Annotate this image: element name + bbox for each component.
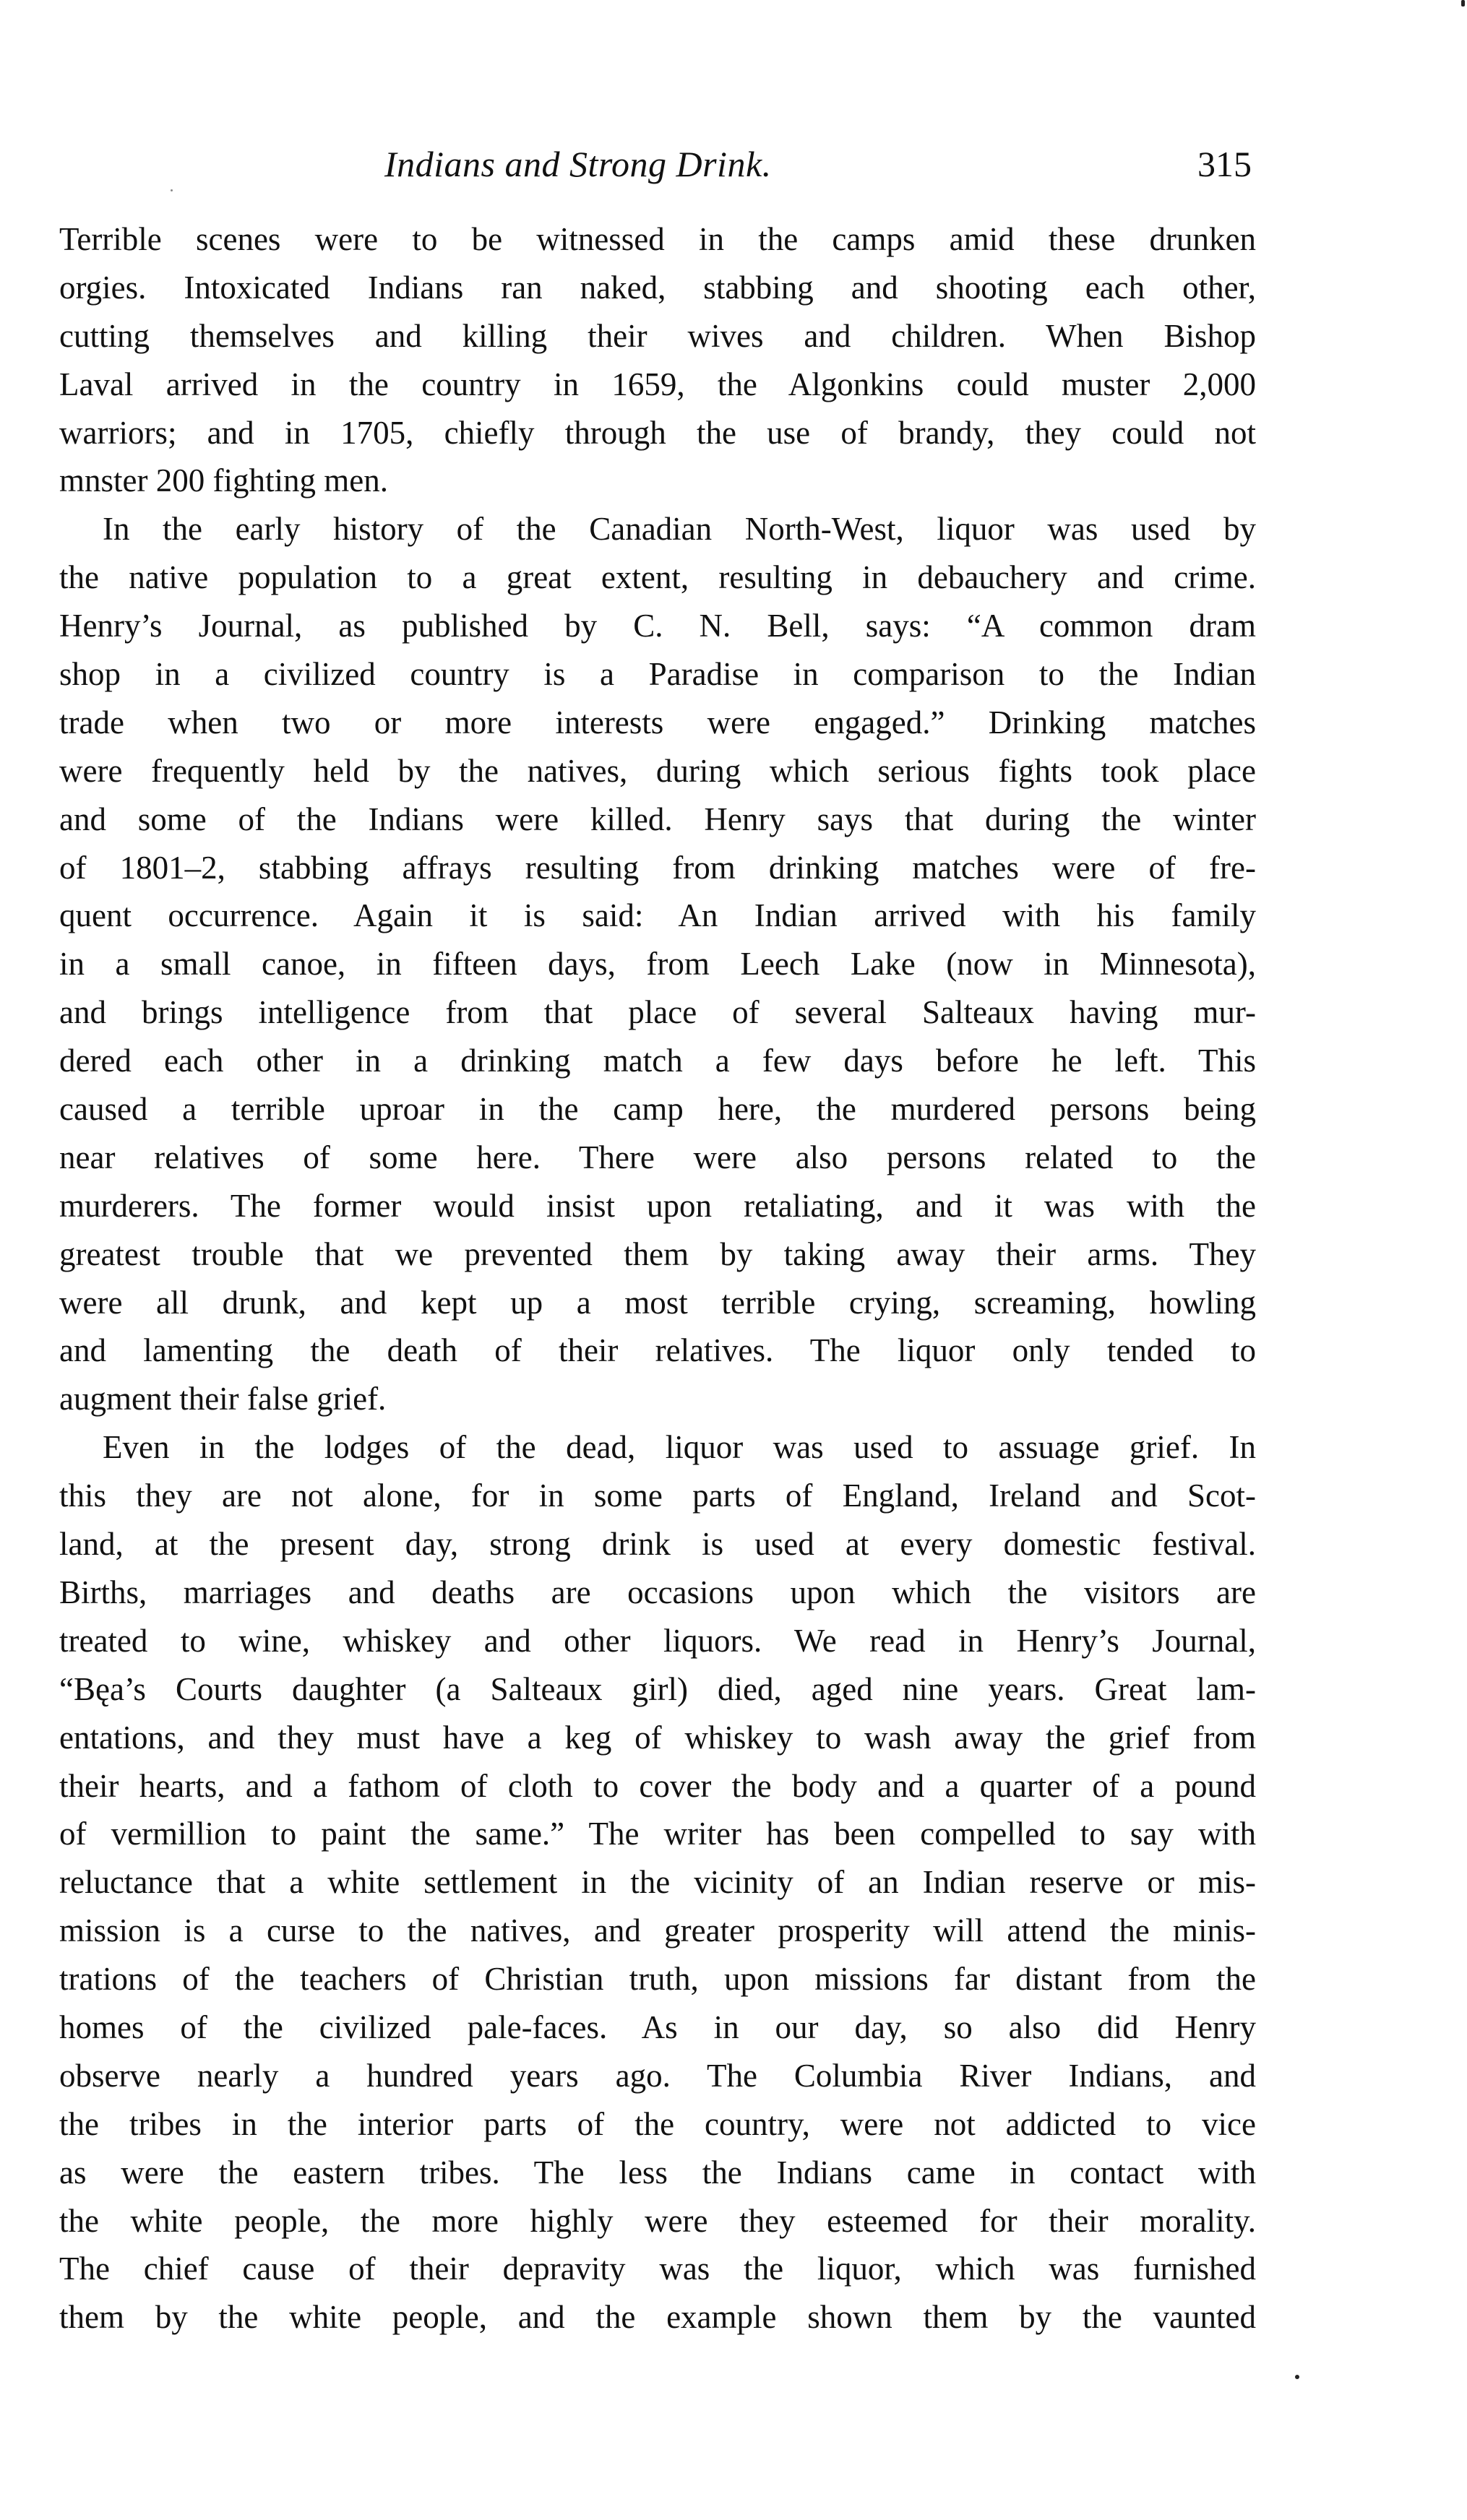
text-line: and lamenting the death of their relatives. The liquor only tended to xyxy=(59,1332,1256,1369)
text-line: Laval arrived in the country in 1659, the Algonkins could muster 2,000 xyxy=(59,366,1256,402)
text-line: were frequently held by the natives, during which serious fights took place xyxy=(59,752,1256,789)
running-head xyxy=(59,139,1252,189)
text-line: augment their false grief. xyxy=(59,1381,387,1418)
text-line: trations of the teachers of Christian truth, upon missions far distant from the xyxy=(59,1961,1256,1998)
text-line: entations, and they must have a keg of whiskey to wash away the grief from xyxy=(59,1719,1256,1756)
text-line: the white people, the more highly were they esteemed for their morality. xyxy=(59,2202,1256,2239)
text-line: the native population to a great extent, resulting in debauchery and crime. xyxy=(59,559,1256,596)
ink-speck xyxy=(1295,2375,1299,2379)
text-line: and some of the Indians were killed. Henry says that during the winter xyxy=(59,801,1256,837)
text-line: orgies. Intoxicated Indians ran naked, stabbing and shooting each other, xyxy=(59,269,1256,306)
running-title: Indians and Strong Drink. xyxy=(384,144,772,184)
text-line: were all drunk, and kept up a most terrible crying, screaming, howling xyxy=(59,1284,1256,1321)
text-line: their hearts, and a fathom of cloth to cover the body and a quarter of a pound xyxy=(59,1767,1256,1804)
text-line: caused a terrible uproar in the camp here, the murdered persons being xyxy=(59,1091,1256,1128)
text-line: greatest trouble that we prevented them by taking away their arms. They xyxy=(59,1235,1256,1272)
text-line: as were the eastern tribes. The less the Indians came in contact with xyxy=(59,2154,1256,2191)
text-line: Births, marriages and deaths are occasions upon which the visitors are xyxy=(59,1574,1256,1610)
body-text xyxy=(59,215,1256,2342)
text-line: land, at the present day, strong drink is used at every domestic festival. xyxy=(59,1526,1256,1563)
text-line: this they are not alone, for in some parts of England, Ireland and Scot- xyxy=(59,1477,1256,1514)
ink-speck xyxy=(171,189,173,191)
text-line: treated to wine, whiskey and other liquors. We read in Henry’s Journal, xyxy=(59,1622,1256,1659)
paragraph xyxy=(59,1423,1256,2342)
text-line: mnster 200 fighting men. xyxy=(59,462,388,499)
text-line: of 1801–2, stabbing affrays resulting from drinking matches were of fre- xyxy=(59,849,1256,886)
text-line: In the early history of the Canadian North-West, liquor was used by xyxy=(103,511,1256,548)
text-line: homes of the civilized pale-faces. As in our day, so also did Henry xyxy=(59,2008,1256,2045)
text-line: and brings intelligence from that place of several Salteaux having mur- xyxy=(59,994,1256,1031)
text-line: murderers. The former would insist upon retaliating, and it was with the xyxy=(59,1187,1256,1224)
text-line: Even in the lodges of the dead, liquor was used to assuage grief. In xyxy=(103,1429,1256,1466)
text-line: dered each other in a drinking match a few days before he left. This xyxy=(59,1043,1256,1079)
text-line: Terrible scenes were to be witnessed in the camps amid these drunken xyxy=(59,221,1256,257)
text-line: shop in a civilized country is a Paradise in comparison to the Indian xyxy=(59,656,1256,693)
text-line: in a small canoe, in fifteen days, from Leech Lake (now in Minnesota), xyxy=(59,946,1256,983)
text-line: the tribes in the interior parts of the country, were not addicted to vice xyxy=(59,2105,1256,2142)
text-line: Henry’s Journal, as published by C. N. Bell, says: “A common dram xyxy=(59,608,1256,644)
text-line: cutting themselves and killing their wives and children. When Bishop xyxy=(59,317,1256,354)
text-line: of vermillion to paint the same.” The writer has been compelled to say with xyxy=(59,1816,1256,1852)
text-line: quent occurrence. Again it is said: An Indian arrived with his family xyxy=(59,897,1256,934)
text-line: warriors; and in 1705, chiefly through the use of brandy, they could not xyxy=(59,414,1256,451)
text-line: The chief cause of their depravity was the liquor, which was furnished xyxy=(59,2251,1256,2287)
page-number: 315 xyxy=(1197,144,1252,184)
text-line: them by the white people, and the example shown them by the vaunted xyxy=(59,2299,1256,2336)
paragraph xyxy=(59,505,1256,1423)
text-line: “Bęa’s Courts daughter (a Salteaux girl) died, aged nine years. Great lam- xyxy=(59,1670,1256,1707)
text-line: trade when two or more interests were engaged.” Drinking matches xyxy=(59,704,1256,741)
text-line: mission is a curse to the natives, and greater prosperity will attend the minis- xyxy=(59,1912,1256,1949)
text-line: reluctance that a white settlement in the vicinity of an Indian reserve or mis- xyxy=(59,1864,1256,1901)
ink-speck xyxy=(1461,0,1465,7)
paragraph xyxy=(59,215,1256,505)
text-line: observe nearly a hundred years ago. The Columbia River Indians, and xyxy=(59,2057,1256,2094)
text-line: near relatives of some here. There were also persons related to the xyxy=(59,1139,1256,1175)
